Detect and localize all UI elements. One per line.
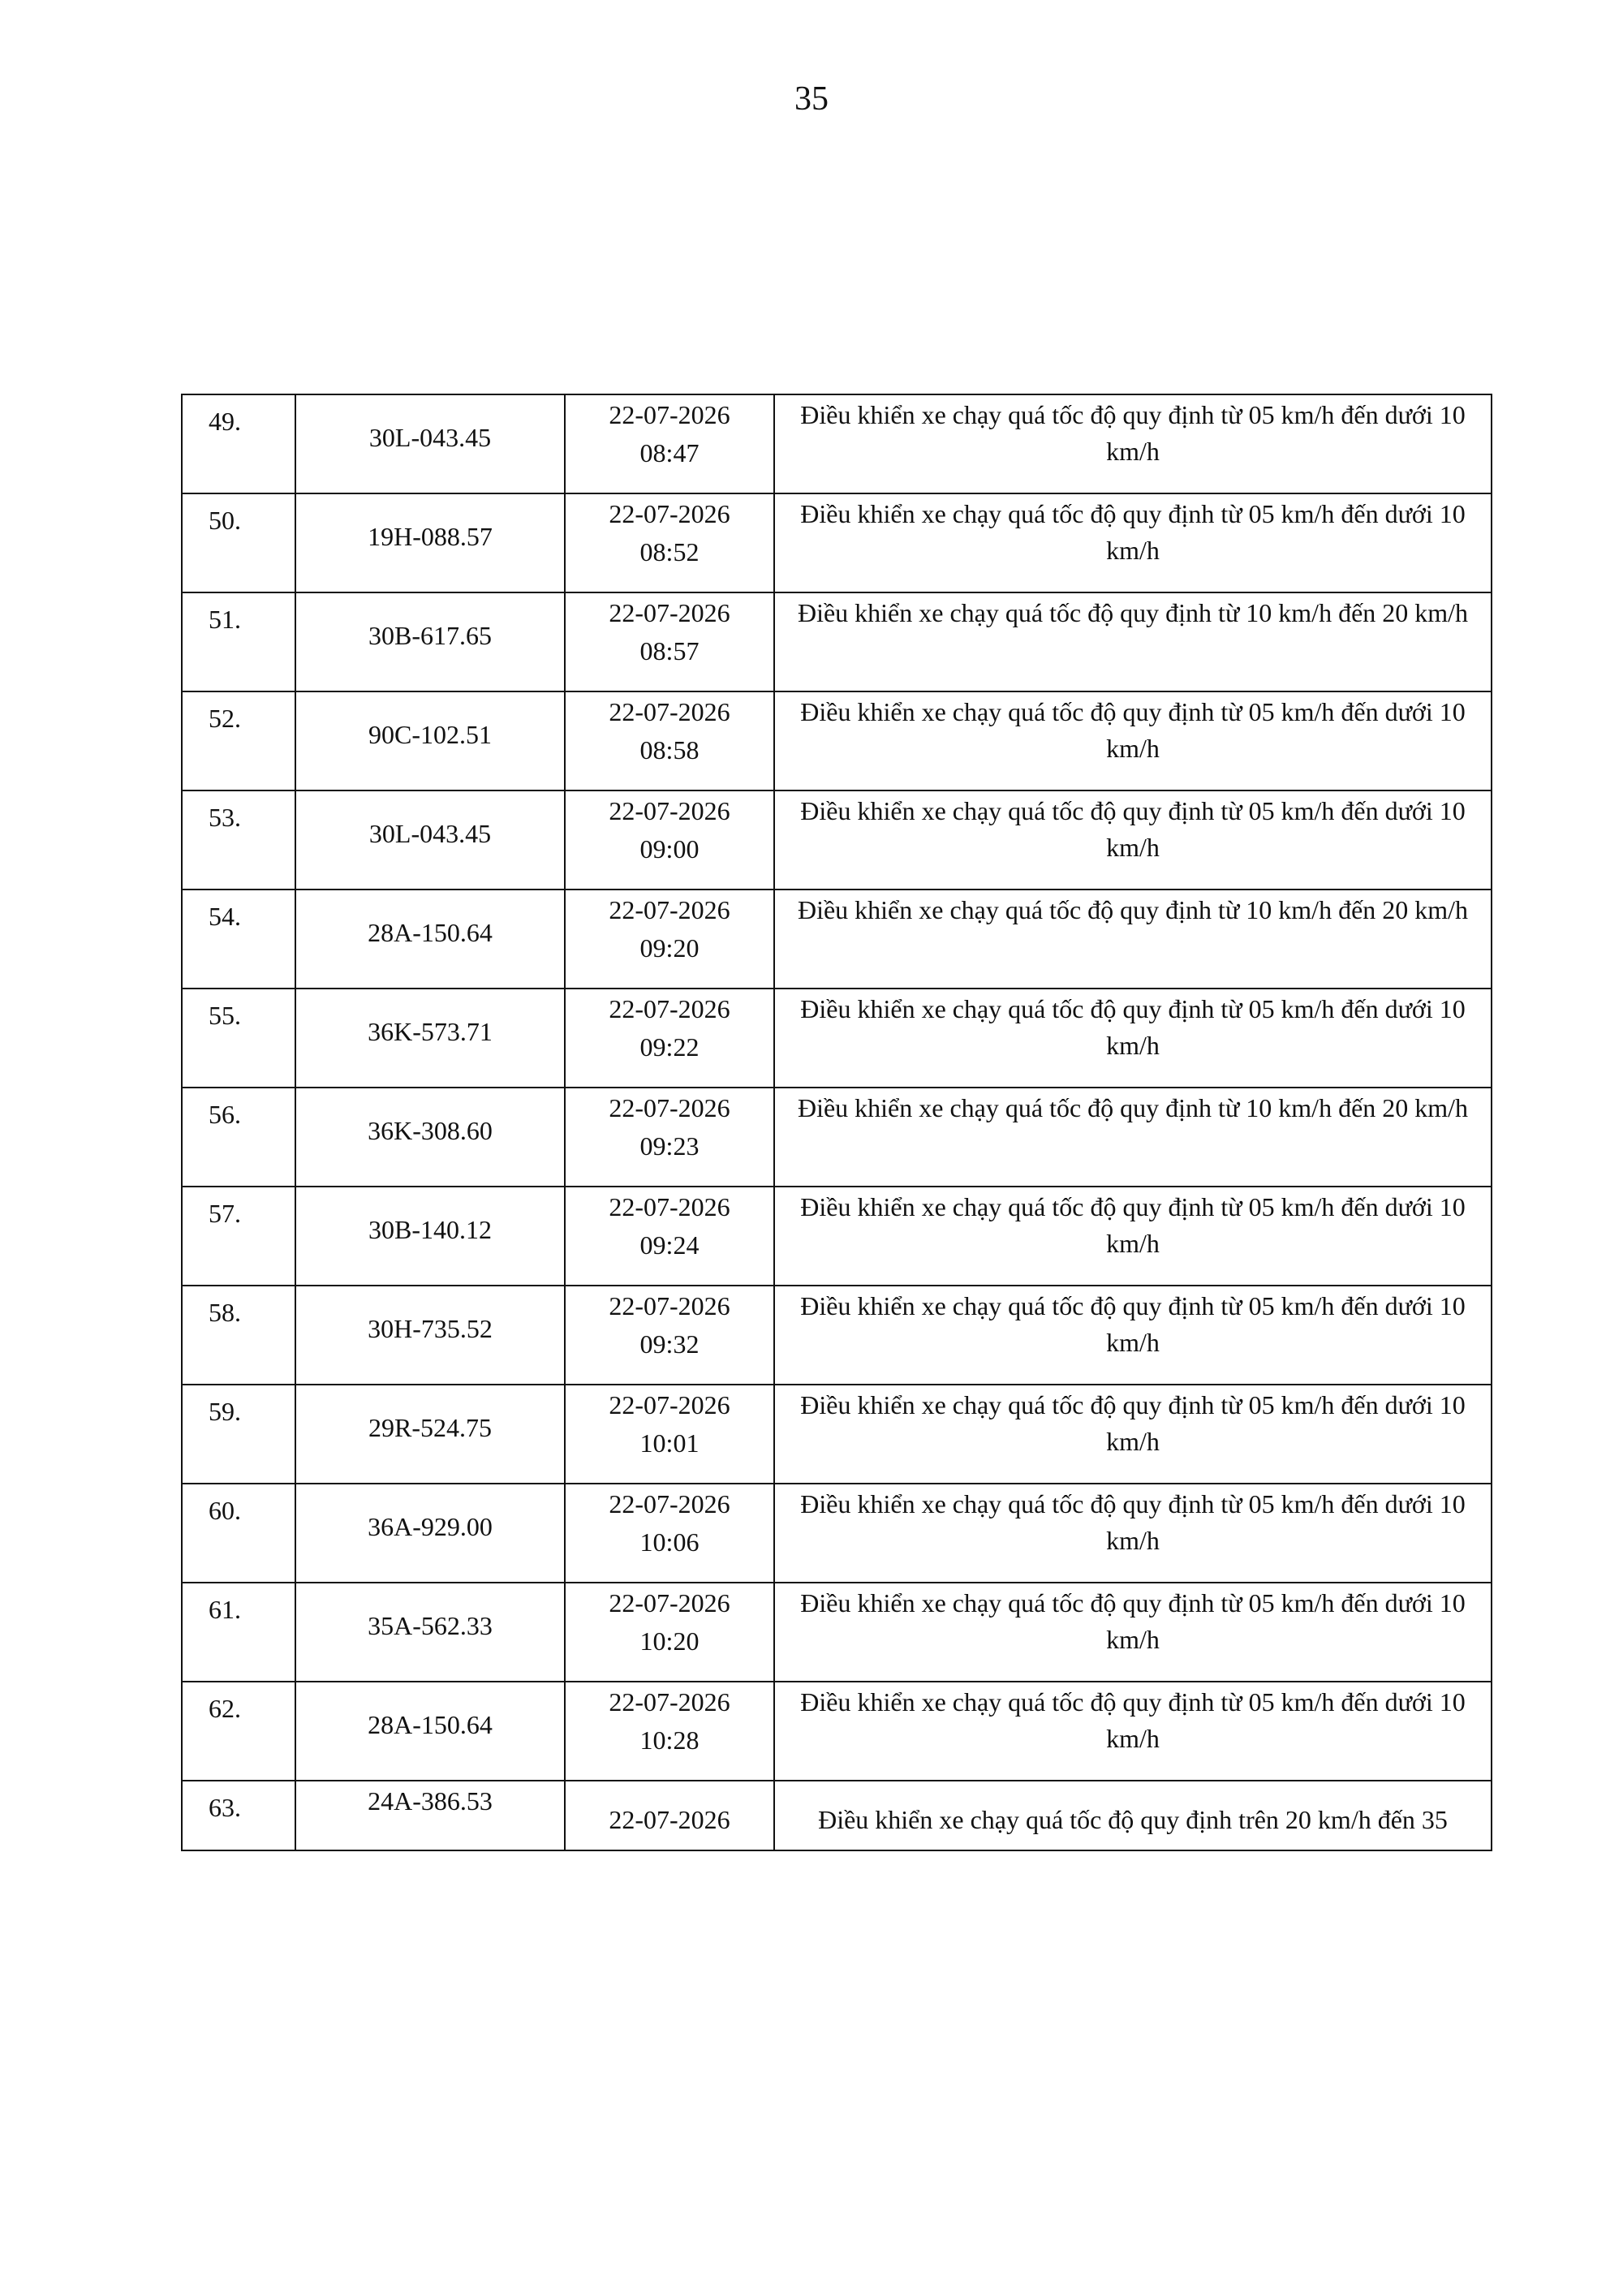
table-row bbox=[182, 1484, 1492, 1583]
license-plate: 30B-140.12 bbox=[368, 1214, 492, 1244]
violation-description: Điều khiển xe chạy quá tốc độ quy định từ 05 km/h đến dưới 10 km/h bbox=[800, 499, 1466, 565]
violation-description: Điều khiển xe chạy quá tốc độ quy định từ 05 km/h đến dưới 10 km/h bbox=[800, 1192, 1466, 1258]
violation-description: Điều khiển xe chạy quá tốc độ quy định từ 10 km/h đến 20 km/h bbox=[797, 895, 1469, 924]
violation-description: Điều khiển xe chạy quá tốc độ quy định từ 05 km/h đến dưới 10 km/h bbox=[800, 1390, 1466, 1456]
violation-description: Điều khiển xe chạy quá tốc độ quy định từ 10 km/h đến 20 km/h bbox=[797, 1093, 1469, 1122]
violation-description: Điều khiển xe chạy quá tốc độ quy định từ 05 km/h đến dưới 10 km/h bbox=[800, 1291, 1466, 1357]
violation-time: 09:22 bbox=[639, 1032, 700, 1062]
license-plate: 36K-573.71 bbox=[368, 1016, 493, 1046]
violation-date: 22-07-2026 bbox=[609, 1804, 730, 1834]
violation-description: Điều khiển xe chạy quá tốc độ quy định từ 05 km/h đến dưới 10 km/h bbox=[800, 796, 1466, 862]
license-plate: 36A-929.00 bbox=[368, 1511, 493, 1541]
violation-time: 08:58 bbox=[639, 735, 700, 765]
violation-description: Điều khiển xe chạy quá tốc độ quy định từ 10 km/h đến 20 km/h bbox=[797, 598, 1469, 627]
row-number: 55. bbox=[209, 1001, 241, 1030]
license-plate: 30L-043.45 bbox=[368, 422, 492, 452]
row-number: 52. bbox=[209, 704, 241, 733]
violation-description: Điều khiển xe chạy quá tốc độ quy định từ 05 km/h đến dưới 10 km/h bbox=[800, 994, 1466, 1060]
violation-description: Điều khiển xe chạy quá tốc độ quy định từ 05 km/h đến dưới 10 km/h bbox=[800, 1588, 1466, 1654]
license-plate: 90C-102.51 bbox=[368, 719, 492, 749]
row-number: 61. bbox=[209, 1595, 241, 1624]
violation-date: 22-07-2026 bbox=[609, 1291, 730, 1320]
violation-time: 10:28 bbox=[639, 1725, 700, 1755]
row-number: 62. bbox=[209, 1694, 241, 1723]
violation-time: 09:23 bbox=[639, 1131, 700, 1161]
table-row bbox=[182, 691, 1492, 790]
license-plate: 19H-088.57 bbox=[368, 521, 493, 551]
violation-date: 22-07-2026 bbox=[609, 1588, 730, 1618]
license-plate: 29R-524.75 bbox=[368, 1412, 492, 1442]
license-plate: 30B-617.65 bbox=[368, 620, 492, 650]
violation-time: 08:57 bbox=[639, 636, 700, 666]
table-row bbox=[182, 1385, 1492, 1484]
violation-date: 22-07-2026 bbox=[609, 994, 730, 1023]
license-plate: 30H-735.52 bbox=[368, 1313, 493, 1343]
violation-time: 10:01 bbox=[639, 1428, 700, 1458]
violation-date: 22-07-2026 bbox=[609, 400, 730, 429]
table-row bbox=[182, 1286, 1492, 1385]
row-number: 54. bbox=[209, 902, 241, 931]
table-row bbox=[182, 790, 1492, 890]
license-plate: 30L-043.45 bbox=[368, 818, 492, 848]
table-row bbox=[182, 592, 1492, 691]
row-number: 58. bbox=[209, 1298, 241, 1327]
violations-table-body bbox=[182, 394, 1492, 1850]
violation-time: 10:20 bbox=[639, 1626, 700, 1656]
violation-description: Điều khiển xe chạy quá tốc độ quy định từ 05 km/h đến dưới 10 km/h bbox=[800, 1489, 1466, 1555]
license-plate: 28A-150.64 bbox=[368, 1709, 493, 1739]
violation-date: 22-07-2026 bbox=[609, 499, 730, 528]
violation-date: 22-07-2026 bbox=[609, 1390, 730, 1419]
row-number: 63. bbox=[209, 1793, 241, 1822]
row-number: 56. bbox=[209, 1100, 241, 1129]
license-plate: 28A-150.64 bbox=[368, 917, 493, 947]
row-number: 59. bbox=[209, 1397, 241, 1426]
violation-time: 09:00 bbox=[639, 834, 700, 864]
violation-date: 22-07-2026 bbox=[609, 1489, 730, 1518]
violation-date: 22-07-2026 bbox=[609, 598, 730, 627]
violation-date: 22-07-2026 bbox=[609, 697, 730, 726]
license-plate: 35A-562.33 bbox=[368, 1610, 493, 1640]
table-row bbox=[182, 890, 1492, 989]
table-row bbox=[182, 1583, 1492, 1682]
violations-table bbox=[181, 394, 1492, 1851]
violation-date: 22-07-2026 bbox=[609, 895, 730, 924]
violation-time: 09:20 bbox=[639, 933, 700, 963]
violation-time: 09:32 bbox=[639, 1329, 700, 1359]
violation-date: 22-07-2026 bbox=[609, 796, 730, 825]
table-row bbox=[182, 1781, 1492, 1850]
row-number: 50. bbox=[209, 506, 241, 535]
row-number: 51. bbox=[209, 605, 241, 634]
violation-time: 08:47 bbox=[639, 438, 700, 467]
violation-description: Điều khiển xe chạy quá tốc độ quy định từ 05 km/h đến dưới 10 km/h bbox=[800, 697, 1466, 763]
table-row bbox=[182, 493, 1492, 592]
license-plate: 24A-386.53 bbox=[368, 1786, 493, 1816]
table-row bbox=[182, 1682, 1492, 1781]
table-row bbox=[182, 394, 1492, 493]
row-number: 49. bbox=[209, 407, 241, 436]
table-row bbox=[182, 989, 1492, 1088]
license-plate: 36K-308.60 bbox=[368, 1115, 493, 1145]
row-number: 57. bbox=[209, 1199, 241, 1228]
violation-time: 10:06 bbox=[639, 1527, 700, 1557]
violation-time: 09:24 bbox=[639, 1230, 700, 1260]
row-number: 53. bbox=[209, 803, 241, 832]
violation-description: Điều khiển xe chạy quá tốc độ quy định từ 05 km/h đến dưới 10 km/h bbox=[800, 400, 1466, 466]
violation-description: Điều khiển xe chạy quá tốc độ quy định trên 20 km/h đến 35 bbox=[818, 1804, 1448, 1834]
violation-date: 22-07-2026 bbox=[609, 1687, 730, 1717]
page-number: 35 bbox=[794, 80, 829, 118]
table-row bbox=[182, 1187, 1492, 1286]
violation-date: 22-07-2026 bbox=[609, 1192, 730, 1221]
row-number: 60. bbox=[209, 1496, 241, 1525]
violation-time: 08:52 bbox=[639, 537, 700, 566]
violation-description: Điều khiển xe chạy quá tốc độ quy định từ 05 km/h đến dưới 10 km/h bbox=[800, 1687, 1466, 1753]
violation-date: 22-07-2026 bbox=[609, 1093, 730, 1122]
table-row bbox=[182, 1088, 1492, 1187]
